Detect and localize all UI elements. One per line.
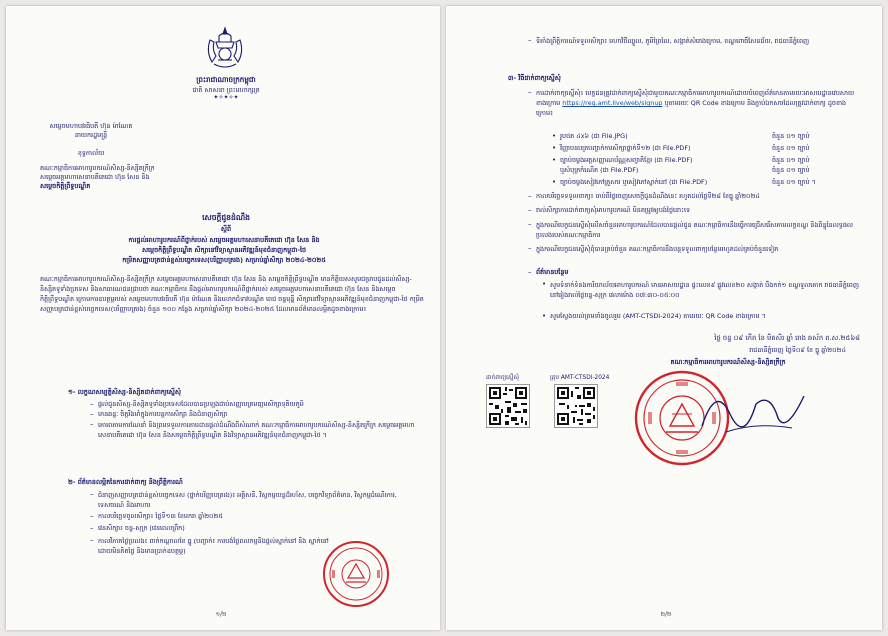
solar-date: រាជធានីភ្នំពេញ ថ្ងៃទី០៩ ខែ ធ្នូ ឆ្នាំ២០២៤ — [749, 346, 846, 354]
page-number: ១/២ — [215, 611, 227, 618]
section-2-heading: ២- ព័ត៌មានលម្អិតនៃការដាក់ពាក្យ និងព្រឹត្តិការណ៍ — [68, 478, 183, 486]
required-doc-name: រូបថត ៤x៦ (ជា File.JPG) — [560, 132, 628, 140]
bullet-marker: – — [90, 490, 94, 498]
document-page-2 — [446, 6, 882, 630]
bullet-marker: – — [528, 220, 532, 228]
bullet-marker: • — [552, 132, 557, 140]
qr-code-apply-icon[interactable] — [486, 384, 530, 428]
section-1-heading: ១- លក្ខណសម្បត្តិសិស្ស-និស្សិតដាក់ពាក្យស្នើសុំ — [68, 388, 181, 396]
bullet-marker: – — [90, 512, 94, 520]
section-2-item: កាលវិភាគថ្ងៃប្រលង៖ ពាក់កណ្តាលខែ ធ្នូ (បញ្ជាក់៖ ការបង់ថ្លៃពលកម្មនិងផ្តល់ស្នាក់នៅ និង ស្នាក់នៅដោយមិនគិតថ្លៃ និងមានប្រាក់ឧបត្ថម្ភ) — [98, 537, 329, 555]
signup-link[interactable]: https://reg.amt.live/web/signup — [562, 99, 663, 107]
extension-item: ក្នុងករណីបេក្ខជនស្នើសុំពុំបានគ្រប់ចំនួន គណៈកម្មាធិការនឹងបន្តទទួលពាក្យបន្ថែមរហូតដល់គ្រប់ចំនួនទៀត — [536, 245, 779, 253]
committee-line-2: សម្តេចអគ្គមហាសេនាបតីតេជោ ហ៊ុន សែន និង — [40, 173, 150, 181]
apply-method — [536, 88, 858, 118]
qr-group-label: គ្រុប AMT-CTSDI-2024 — [550, 375, 610, 381]
document-page-1 — [6, 6, 440, 630]
required-doc-name: ច្បាប់ចម្លងសៀវភៅគ្រួសារ ឬសៀវភៅស្នាក់នៅ (ជា File.PDF) — [560, 178, 708, 186]
section-2-item: ជំនាញសញ្ញាបត្រជាន់ខ្ពស់បច្ចេកទេស (ថ្នាក់បរិញ្ញាបត្ររង)៖ អគ្គិសនី, វិស្វកម្មយន្តដ៏រហ័ស, បច្ចេកវិទ្យាព័ត៌មាន, វិស្វកម្មដំណើរការ, ទេសចរណ៍ និងអាហារ — [98, 491, 397, 509]
issuer-line-1: សម្តេចមហាបវរធិបតី ហ៊ុន ម៉ាណែត — [49, 122, 133, 130]
required-doc-qty: ចំនួន ០១ ច្បាប់ — [772, 166, 810, 174]
bullet-marker: – — [90, 400, 94, 408]
notice-subject: ស្តីពី — [220, 225, 232, 233]
notice-title: សេចក្តីជូនដំណឹង — [202, 213, 250, 222]
required-doc-name: វិញ្ញាបនបត្របញ្ជាក់ការសិក្សាថ្នាក់ទី១២ (ជា File.PDF) — [560, 144, 691, 152]
required-doc-qty: ចំនួន ០១ ច្បាប់ — [772, 132, 810, 140]
bullet-marker: • — [552, 156, 557, 164]
apply-method-text: ការដាក់ពាក្យស្នើសុំ៖ បេក្ខជនត្រូវដាក់ពាក្យស្នើសុំជាមួយគណៈកម្មាធិការអាហារូបករណ៍ដោយបំពេញព័ត៌មានតាមរយៈអាសយដ្ឋានវេបសាយខាងក្រោម — [536, 89, 855, 107]
page-number: ២/២ — [660, 611, 672, 618]
required-doc-name: ឬសំបុត្រកំណើត (ជា File.PDF) — [560, 166, 639, 174]
bullet-marker: – — [528, 36, 532, 44]
venue-item: ទីតាំងព្រឹត្តិការណ៍ទទួលសិក្សា៖ មហាវិថីឈ្នួល, ភូមិព្រៃលៃ, សង្កាត់សំរោងក្រោម, ខណ្ឌពោធិ៍សែនជ័យ, រាជធានីភ្នំពេញ — [536, 37, 810, 45]
title-line-5: កម្រិតសញ្ញាបត្រជាន់ខ្ពស់បច្ចេកទេស(បរិញ្ញាបត្ររង) សម្រាប់ឆ្នាំសិក្សា ២០២៤-២០២៥ — [122, 256, 326, 264]
qr-code-group-icon[interactable] — [554, 384, 598, 428]
free-fee-item: រាល់សិក្សាការដាក់ពាក្យសុំអាហារូបករណ៍ មិនតម្រូវឲ្យបង់ថ្លៃនោះទេ — [536, 206, 691, 214]
apply-method-text-2: ឬតាមរយៈ QR Code ខាងក្រោម និងភ្ជាប់ឯកសារដែលត្រូវដាក់ពាក្យ ដូចខាងក្រោម៖ — [536, 99, 847, 117]
section-1-item: គោរពតាមការណែនាំ និងព្រមទទួលការតាមដានផ្តល់ដំណឹងពីសំណាក់ គណៈកម្មាធិការអាហារូបករណ៍សិស្ស-និស្សិតក្រីក្រ សម្តេចអគ្គមហាសេនាបតីតេជោ ហ៊ុន សែន និងសម្តេចកិត្តិព្រឹទ្ធបណ្ឌិត និងវិទ្យាស្ថានអភិវឌ្ឍន៍មុខជំនាញកម្ពុជា-ថៃ ។ — [98, 421, 415, 439]
committee-line-3: សម្តេចកិត្តិព្រឹទ្ធបណ្ឌិត — [40, 182, 91, 190]
signatory: គណៈកម្មាធិការអាហារូបករណ៍សិស្ស-និស្សិតក្រីក្រ — [670, 358, 786, 366]
bullet-marker: – — [528, 206, 532, 214]
bullet-marker: • — [552, 178, 557, 186]
lunar-date: ថ្ងៃ ចន្ទ ០៩ កើត ខែ មិគសិរ ឆ្នាំ រោង ឆស័ក ព.ស.២៥៦៨ — [714, 334, 860, 342]
title-line-4: សម្តេចកិត្តិព្រឹទ្ធបណ្ឌិត សិក្សានៅវិទ្យាស្ថានអភិវឌ្ឍន៍មុខជំនាញកម្ពុជា-ថៃ — [141, 246, 307, 254]
deadline-item: កាលបរិច្ឆេទទទួលពាក្យ៖ ចាប់ពីថ្ងៃចេញសេចក្តីជូនដំណឹងនេះ រហូតដល់ថ្ងៃទី២៨ ខែធ្នូ ឆ្នាំ២០២៤ — [536, 192, 760, 200]
bullet-marker: – — [528, 88, 532, 96]
bullet-marker: – — [528, 268, 532, 276]
office-label: ខុទ្ទកាល័យ — [77, 149, 105, 157]
kingdom-heading: ព្រះរាជាណាចក្រកម្ពុជា — [196, 75, 256, 84]
signature-icon — [696, 374, 816, 444]
bullet-marker: – — [528, 244, 532, 252]
group-item: សូមស្វែងយល់ព្រមទាំងចូលរួម (AMT-CTSDI-2024) តាមរយៈ QR Code ខាងក្រោម ។ — [550, 312, 766, 320]
bullet-marker: – — [90, 420, 94, 428]
official-stamp-icon — [322, 540, 390, 608]
extra-info-heading: ព័ត៌មានបន្ថែម — [536, 268, 569, 276]
bullet-marker: – — [528, 192, 532, 200]
bullet-marker: – — [90, 524, 94, 532]
ornament-divider: ✦✧✦✧✦ — [213, 94, 239, 101]
section-2-item: វេនសិក្សា៖ ចន្ទ-សុក្រ (វេនពេលព្រឹក) — [98, 524, 185, 532]
section-1-item: មានឆន្ទៈ ចិត្តរឹងមាំក្នុងការបន្តការសិក្សា និងជំនាញសិក្សា — [98, 410, 228, 418]
bullet-marker: • — [542, 280, 547, 288]
motto: ជាតិ សាសនា ព្រះមហាក្សត្រ — [192, 86, 260, 94]
section-2-item: កាលបរិច្ឆេទចូលសិក្សា៖ ថ្ងៃទី១៣ ខែមករា ឆ្នាំ២០២៥ — [98, 512, 223, 520]
title-line-3: ការផ្តល់អាហារូបករណ៍ពីថ្នាក់របស់ សម្តេចអគ្គមហាសេនាបតីតេជោ ហ៊ុន សែន និង — [128, 236, 320, 244]
bullet-marker: • — [542, 312, 547, 320]
required-doc-qty: ចំនួន ០១ ច្បាប់ ។ — [772, 178, 816, 186]
committee-line-1: គណៈកម្មាធិការអាហារូបករណ៍សិស្ស-និស្សិតក្រីក្រ — [40, 164, 155, 172]
required-doc-name: ច្បាប់ចម្លងអត្តសញ្ញាណប័ណ្ណសញ្ជាតិខ្មែរ (ជា File.PDF) — [560, 156, 693, 164]
bullet-marker: – — [90, 410, 94, 418]
royal-emblem-icon — [202, 26, 248, 70]
required-doc-qty: ចំនួន ០១ ច្បាប់ — [772, 144, 810, 152]
issuer-line-2: នាយករដ្ឋមន្ត្រី — [74, 131, 108, 139]
selection-item: ក្នុងករណីបេក្ខជនស្នើសុំលើសចំនួនអាហារូបករណ៍ដែលបានផ្តល់ជូន គណៈកម្មាធិការនឹងធ្វើការជ្រើសរើសតាមលក្ខខណ្ឌ និងពិន្ទុនៃលទ្ធផលប្រលងរបស់គណៈកម្មាធិការ — [536, 221, 853, 239]
intro-paragraph: គណៈកម្មាធិការអាហារូបករណ៍សិស្ស-និស្សិតក្រីក្រ សម្តេចអគ្គមហាសេនាបតីតេជោ ហ៊ុន សែន និង សម្តេចកិត្តិព្រឹទ្ធបណ្ឌិត មានកិត្តិយសសូមជម្រាបជូនដល់សិស្ស-និស្សិតទូទាំងប្រទេស និងសាធារណជនជ្រាបថា គណៈកម្មាធិការ នឹងផ្តល់អាហារូបករណ៍ពីថ្នាក់របស់ សម្តេចអគ្គមហាសេនាបតីតេជោ ហ៊ុន សែន និងសម្តេចកិត្តិព្រឹទ្ធបណ្ឌិត ក្រោមការឧបត្ថម្ភរបស់ សម្តេចមហាបវរធិបតី ហ៊ុន ម៉ាណែត និងលោកជំទាវបណ្ឌិត ពេជ ចន្ទមុន្នី សិក្សានៅវិទ្យាស្ថានអភិវឌ្ឍន៍មុខជំនាញកម្ពុជា-ថៃ កម្រិតសញ្ញាបត្រជាន់ខ្ពស់បច្ចេកទេស(បរិញ្ញាបត្ររង) ចំនួន ១០០ កន្លែង សម្រាប់ឆ្នាំសិក្សា ២០២៤-២០២៥ ដែលមានព័ត៌មានលម្អិតដូចខាងក្រោម៖ — [40, 275, 424, 313]
section-3-heading: ៣- វិធីដាក់ពាក្យស្នើសុំ — [508, 74, 561, 82]
required-doc-qty: ចំនួន ០១ ច្បាប់ — [772, 156, 810, 164]
section-1-item: ផ្តល់ជូនសិស្ស-និស្សិតទូទាំងប្រទេសដែលបានប្រឡងជាប់សញ្ញាបត្រមធ្យមសិក្សាទុតិយភូមិ — [98, 400, 304, 408]
bullet-marker: • — [552, 144, 557, 152]
contact-item: សូមទំនាក់ទំនងការិយាល័យអាហារូបករណ៍ មានអាសយដ្ឋាន ផ្ទះលេខ៩ ផ្លូវលេខ២០ សង្កាត់ បឹងកក់១ ខណ្ឌទួលគោក រាជធានីភ្នំពេញ នៅរៀងរាល់ថ្ងៃចន្ទ-សុក្រ វេលាម៉ោង ០៧:៣០-០៥:០០ — [550, 281, 859, 299]
qr-apply-label: ដាក់ពាក្យស្នើសុំ — [486, 375, 520, 381]
bullet-marker: – — [90, 536, 94, 544]
